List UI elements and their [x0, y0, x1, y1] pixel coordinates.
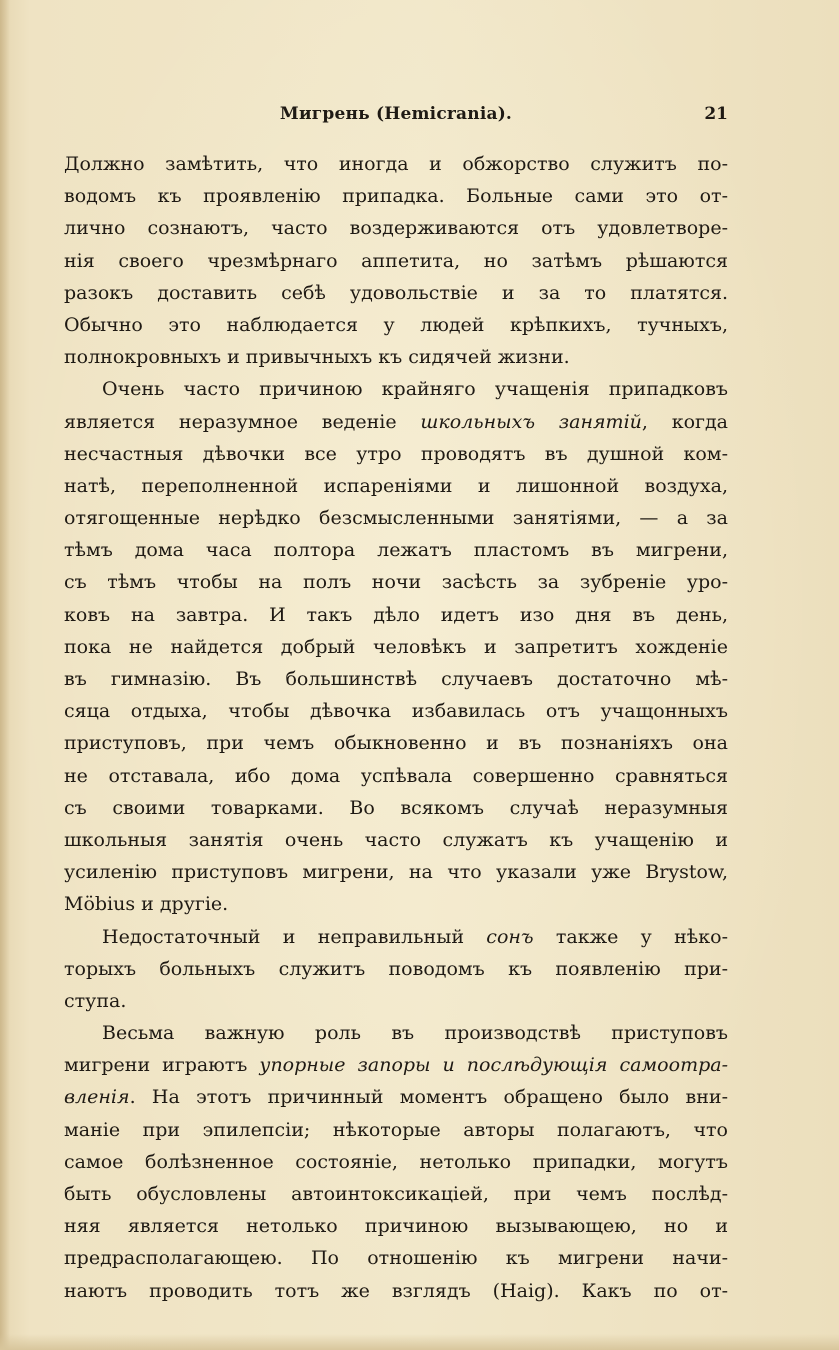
text-line — [64, 1178, 728, 1210]
text-line — [64, 1081, 728, 1113]
line-text: . На этотъ причинный моментъ обращено было вни- — [129, 1086, 728, 1109]
line-text: няя является нетолько причиною вызывающею, но и — [64, 1215, 728, 1238]
line-text: Обычно это наблюдается у людей крѣпкихъ, тучныхъ, — [64, 313, 728, 336]
text-line — [64, 1114, 728, 1146]
text-line — [64, 534, 728, 566]
line-text: съ своими товарками. Во всякомъ случаѣ неразумныя — [64, 796, 728, 819]
emphasized-text: сонъ — [486, 925, 534, 948]
line-text: мигрени играютъ — [64, 1054, 260, 1077]
line-text: отягощенные нерѣдко безсмысленными занятіями, — а за — [64, 507, 728, 530]
text-line — [64, 953, 728, 985]
line-text: усиленію приступовъ мигрени, на что указали уже Brystow, — [64, 861, 728, 884]
text-line — [64, 245, 728, 277]
line-text: несчастныя дѣвочки все утро проводятъ въ душной ком- — [64, 442, 728, 465]
text-line — [64, 888, 728, 920]
line-text: натѣ, переполненной испареніями и лишонной воздуха, — [64, 474, 728, 497]
text-line — [64, 341, 728, 373]
page-bottom-edge — [0, 1334, 839, 1350]
line-text: водомъ къ проявленію припадка. Больные сами это от- — [64, 185, 728, 208]
page-header — [64, 104, 728, 130]
page-number: 21 — [704, 104, 728, 124]
line-text: наютъ проводить тотъ же взглядъ (Haig). Какъ по от- — [64, 1279, 728, 1302]
line-text: , когда — [641, 410, 728, 433]
text-line — [64, 1275, 728, 1307]
line-text: тѣмъ дома часа полтора лежатъ пластомъ въ мигрени, — [64, 539, 728, 562]
line-text: ковъ на завтра. И такъ дѣло идетъ изо дня въ день, — [64, 603, 728, 626]
text-line — [64, 663, 728, 695]
text-line — [64, 406, 728, 438]
line-text: Möbius и другіе. — [64, 893, 229, 916]
emphasized-text: упорные запоры и послѣдующія самоотра- — [259, 1054, 728, 1077]
text-line — [64, 180, 728, 212]
line-text: сяца отдыха, чтобы дѣвочка избавилась отъ учащонныхъ — [64, 700, 728, 723]
page-binding-edge — [0, 0, 10, 1350]
text-line — [64, 438, 728, 470]
text-line — [64, 1017, 728, 1049]
running-title: Мигрень (Hemicrania). — [279, 104, 513, 124]
line-text: торыхъ больныхъ служитъ поводомъ къ появленію при- — [64, 957, 728, 980]
text-line — [64, 760, 728, 792]
text-line — [64, 727, 728, 759]
body-text — [64, 148, 728, 1307]
text-line — [64, 1146, 728, 1178]
line-text: полнокровныхъ и привычныхъ къ сидячей жизни. — [64, 346, 570, 369]
line-text: Очень часто причиною крайняго учащенія припадковъ — [102, 378, 728, 401]
text-line — [64, 566, 728, 598]
line-text: нія своего чрезмѣрнаго аппетита, но затѣмъ рѣшаются — [64, 249, 728, 272]
text-line — [64, 599, 728, 631]
text-line — [64, 921, 728, 953]
text-line — [64, 824, 728, 856]
line-text: приступовъ, при чемъ обыкновенно и въ познаніяхъ она — [64, 732, 728, 755]
line-text: школьныя занятія очень часто служатъ къ учащенію и — [64, 828, 728, 851]
text-line — [64, 856, 728, 888]
text-line — [64, 792, 728, 824]
text-line — [64, 277, 728, 309]
line-text: маніе при эпилепсіи; нѣкоторые авторы полагаютъ, что — [64, 1118, 728, 1141]
line-text: пока не найдется добрый человѣкъ и запретитъ хожденіе — [64, 635, 728, 658]
line-text: предрасполагающею. По отношенію къ мигрени начи- — [64, 1247, 728, 1270]
text-line — [64, 502, 728, 534]
text-line — [64, 1049, 728, 1081]
text-line — [64, 373, 728, 405]
text-line — [64, 212, 728, 244]
text-line — [64, 695, 728, 727]
line-text: разокъ доставить себѣ удовольствіе и за то платятся. — [64, 281, 728, 304]
text-line — [64, 148, 728, 180]
line-text: лично сознаютъ, часто воздерживаются отъ удовлетворе- — [64, 217, 728, 240]
text-line — [64, 309, 728, 341]
line-text: Весьма важную роль въ производствѣ приступовъ — [102, 1022, 728, 1045]
emphasized-text: вленія — [64, 1086, 130, 1109]
line-text: также у нѣко- — [533, 925, 728, 948]
line-text: ступа. — [64, 989, 127, 1012]
line-text: Недостаточный и неправильный — [102, 925, 487, 948]
line-text: является неразумное веденіе — [64, 410, 421, 433]
line-text: въ гимназію. Въ большинствѣ случаевъ достаточно мѣ- — [64, 668, 728, 690]
text-line — [64, 1242, 728, 1274]
text-line — [64, 470, 728, 502]
line-text: быть обусловлены автоинтоксикаціей, при чемъ послѣд- — [64, 1183, 728, 1205]
line-text: Должно замѣтить, что иногда и обжорство служитъ по- — [64, 153, 728, 175]
text-line — [64, 1210, 728, 1242]
emphasized-text: школьныхъ занятій — [420, 410, 642, 433]
line-text: съ тѣмъ чтобы на полъ ночи засѣсть за зубреніе уро- — [64, 571, 728, 594]
line-text: не отставала, ибо дома успѣвала совершенно сравняться — [64, 764, 728, 787]
text-line — [64, 631, 728, 663]
line-text: самое болѣзненное состояніе, нетолько припадки, могутъ — [64, 1150, 728, 1173]
text-line — [64, 985, 728, 1017]
